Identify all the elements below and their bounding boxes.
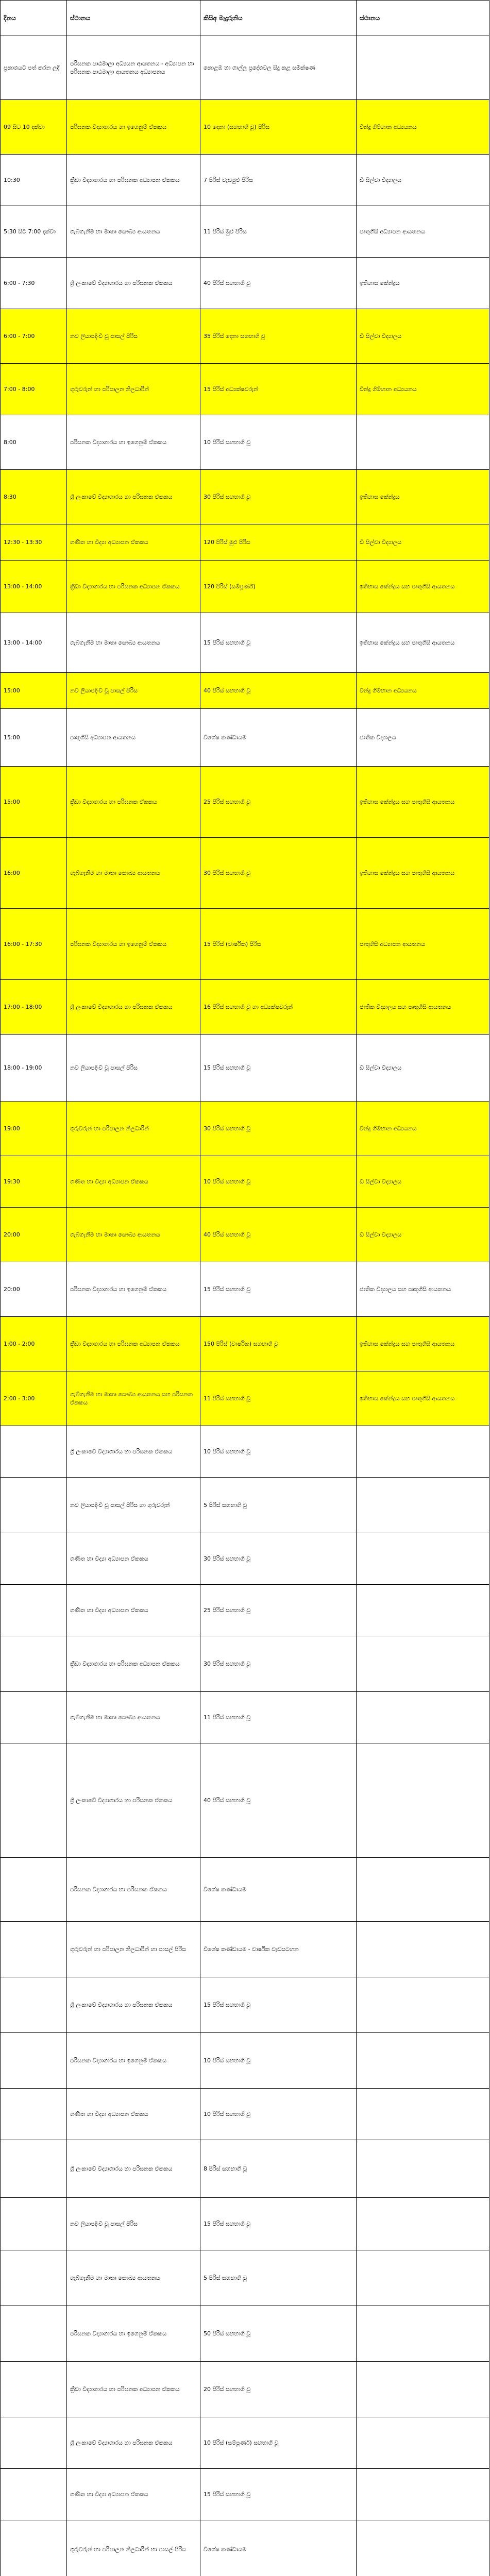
table-row xyxy=(1,1922,489,1977)
cell-venue xyxy=(357,415,489,470)
cell-team: 40 පිරිස් සහභාගි වූ xyxy=(200,1208,357,1262)
table-row xyxy=(1,2033,489,2089)
cell-place: ක්‍රීඩා විද්‍යාගාරය හා පරිඝනක ඒකකය xyxy=(67,767,200,838)
cell-venue: ජාතික විද්‍යාලය xyxy=(357,709,489,767)
cell-team: 11 පිරිස් මුළු පිරිස xyxy=(200,206,357,258)
table-row xyxy=(1,709,489,767)
cell-date xyxy=(1,2306,67,2362)
cell-date xyxy=(1,2198,67,2250)
cell-place: ශ්‍රී ලංකාවේ විද්‍යාගාරය හා පරිඝනක ඒකකය xyxy=(67,470,200,524)
table-row xyxy=(1,1426,489,1478)
cell-place: ගණිත හා විද්‍යා අධ්‍යාපන ඒකකය xyxy=(67,1533,200,1585)
cell-venue xyxy=(357,1977,489,2033)
cell-team: 15 පිරිස් සහභාගි වූ xyxy=(200,1262,357,1317)
cell-date: 13:00 - 14:00 xyxy=(1,561,67,613)
table-row xyxy=(1,309,489,364)
cell-venue xyxy=(357,2033,489,2089)
table-row xyxy=(1,2469,489,2520)
cell-team: 30 පිරිස් සහභාගි වූ xyxy=(200,1533,357,1585)
cell-date xyxy=(1,1585,67,1636)
table-row xyxy=(1,155,489,206)
table-row xyxy=(1,1977,489,2033)
cell-venue xyxy=(357,2250,489,2306)
header-date: දිනය xyxy=(1,1,67,36)
cell-venue: ඩී සිල්වා විද්‍යාලය xyxy=(357,1156,489,1208)
cell-date xyxy=(1,1692,67,1743)
cell-venue xyxy=(357,1426,489,1478)
cell-venue xyxy=(357,1922,489,1977)
cell-date xyxy=(1,2089,67,2140)
cell-place: ගුරුවරුන් හා පරිපාලන නිලධාරීන් හා පාසල් පිරිස xyxy=(67,1922,200,1977)
cell-team: 10 පිරිස් සහභාගි වූ xyxy=(200,1156,357,1208)
cell-place: ගණිත හා විද්‍යා අධ්‍යාපන ඒකකය xyxy=(67,2089,200,2140)
cell-date xyxy=(1,1858,67,1922)
cell-team: විශේෂ කණ්ඩායම xyxy=(200,709,357,767)
cell-place: ශ්‍රී ලංකාවේ විද්‍යාගාරය හා පරිඝනක ඒකකය xyxy=(67,1977,200,2033)
cell-place: පෘතුගීසි අධ්‍යාපන ආයතනය xyxy=(67,709,200,767)
cell-team: 40 පිරිස් සහභාගි වූ xyxy=(200,1743,357,1858)
cell-date: 15:00 xyxy=(1,767,67,838)
table-row xyxy=(1,1743,489,1858)
cell-place: ගුරුවරුන් හා පරිපාලන නිලධාරීන් xyxy=(67,1101,200,1156)
cell-date: 6:00 - 7:00 xyxy=(1,309,67,364)
cell-place: නව ලියාපදිංචි වූ පාසල් පිරිස xyxy=(67,673,200,709)
table-row xyxy=(1,258,489,309)
cell-place: ක්‍රීඩා විද්‍යාගාරය හා පරිඝනක අධ්‍යාපන ඒකකය xyxy=(67,1317,200,1371)
cell-venue xyxy=(357,2362,489,2417)
cell-place: ක්‍රීඩා විද්‍යාගාරය හා පරිඝනක අධ්‍යාපන ඒකකය xyxy=(67,561,200,613)
cell-venue: ඉතිහාස කේන්ද්‍රය සහ පෘතුගීසි ආයතනය xyxy=(357,767,489,838)
table-row xyxy=(1,2140,489,2198)
cell-place: ශ්‍රී ලංකාවේ විද්‍යාගාරය හා පරිඝනක ඒකකය xyxy=(67,1743,200,1858)
cell-venue: ඉතිහාස කේන්ද්‍රය xyxy=(357,258,489,309)
table-row xyxy=(1,767,489,838)
cell-venue: ඉතිහාස කේන්ද්‍රය සහ පෘතුගීසි ආයතනය xyxy=(357,838,489,909)
cell-date: 1:00 - 2:00 xyxy=(1,1317,67,1371)
cell-team: 10 පිරිස් සහභාගි වූ xyxy=(200,1426,357,1478)
table-row xyxy=(1,673,489,709)
cell-place: ගැබ්ගැනීම හා මාතෘ සෞඛ්‍ය ආයතනය xyxy=(67,1692,200,1743)
cell-venue: ඉතිහාස කේන්ද්‍රය සහ පෘතුගීසි ආයතනය xyxy=(357,613,489,673)
cell-place: ක්‍රීඩා විද්‍යාගාරය හා පරිඝනක අධ්‍යාපන ඒකකය xyxy=(67,155,200,206)
cell-team: 8 පිරිස් සහභාගි වූ xyxy=(200,2140,357,2198)
cell-place: ගුරුවරුන් හා පරිපාලන නිලධාරීන් හා පාසල් පිරිස xyxy=(67,2520,200,2576)
cell-venue xyxy=(357,2198,489,2250)
cell-venue: ඩී සිල්වා විද්‍යාලය xyxy=(357,309,489,364)
cell-date: 15:00 xyxy=(1,673,67,709)
cell-team: විශේෂ කණ්ඩායම xyxy=(200,2520,357,2576)
cell-team: 11 පිරිස් සහභාගි වූ xyxy=(200,1692,357,1743)
cell-place: ක්‍රීඩා විද්‍යාගාරය හා පරිඝනක අධ්‍යාපන ඒකකය xyxy=(67,2362,200,2417)
table-row xyxy=(1,2250,489,2306)
cell-date xyxy=(1,2250,67,2306)
table-row xyxy=(1,1262,489,1317)
cell-place: පරිඝනක පාඨමාලා අධ්‍යයන ආයතනය - අධ්‍යාපන හා පරිඝනක පාඨමාලා ආයතනය අධ්‍යාපනය xyxy=(67,36,200,100)
cell-place: ශ්‍රී ලංකාවේ විද්‍යාගාරය හා පරිඝනක ඒකකය xyxy=(67,980,200,1035)
cell-date xyxy=(1,2033,67,2089)
cell-venue: ඉතිහාස කේන්ද්‍රය සහ පෘතුගීසි ආයතනය xyxy=(357,561,489,613)
cell-place: ශ්‍රී ලංකාවේ විද්‍යාගාරය හා පරිඝනක ඒකකය xyxy=(67,258,200,309)
cell-place: ගැබ්ගැනීම හා මාතෘ සෞඛ්‍ය ආයතනය xyxy=(67,1208,200,1262)
cell-place: ශ්‍රී ලංකාවේ විද්‍යාගාරය හා පරිඝනක ඒකකය xyxy=(67,2140,200,2198)
cell-place: ගැබ්ගැනීම හා මාතෘ සෞඛ්‍ය ආයතනය xyxy=(67,206,200,258)
table-row xyxy=(1,1585,489,1636)
cell-date xyxy=(1,2140,67,2198)
cell-venue: ඉතිහාස කේන්ද්‍රය සහ පෘතුගීසි ආයතනය xyxy=(357,1371,489,1426)
table-row xyxy=(1,1858,489,1922)
table-row xyxy=(1,1692,489,1743)
table-row xyxy=(1,2520,489,2576)
cell-date: 8:30 xyxy=(1,470,67,524)
cell-venue xyxy=(357,2140,489,2198)
cell-venue xyxy=(357,1636,489,1692)
cell-date xyxy=(1,1743,67,1858)
table-row xyxy=(1,561,489,613)
table-row xyxy=(1,1478,489,1533)
cell-place: ගුරුවරුන් හා පරිපාලන නිලධාරීන් xyxy=(67,364,200,415)
cell-venue xyxy=(357,1743,489,1858)
cell-venue xyxy=(357,36,489,100)
cell-place: ගණිත හා විද්‍යා අධ්‍යාපන ඒකකය xyxy=(67,1585,200,1636)
table-row xyxy=(1,470,489,524)
cell-venue: ඉතිහාස කේන්ද්‍රය සහ පෘතුගීසි ආයතනය xyxy=(357,1317,489,1371)
cell-team: 15 පිරිස් සහභාගි වූ xyxy=(200,2469,357,2520)
cell-venue xyxy=(357,1533,489,1585)
cell-team: 30 පිරිස් සහභාගි වූ xyxy=(200,1101,357,1156)
cell-venue: වින්දු ගිම්හාන අධ්‍යයනය xyxy=(357,100,489,155)
cell-venue xyxy=(357,2417,489,2469)
table-row xyxy=(1,2417,489,2469)
table-row xyxy=(1,1035,489,1101)
header-row xyxy=(1,1,489,36)
cell-team: 40 පිරිස් සහභාගි වූ xyxy=(200,673,357,709)
table-row xyxy=(1,1636,489,1692)
cell-place: ශ්‍රී ලංකාවේ විද්‍යාගාරය හා පරිඝනක ඒකකය xyxy=(67,1426,200,1478)
cell-date xyxy=(1,1533,67,1585)
cell-team: විශේෂ කණ්ඩායම - වාර්ෂික වැඩසටහන xyxy=(200,1922,357,1977)
cell-venue: ඩී සිල්වා විද්‍යාලය xyxy=(357,1208,489,1262)
cell-date: 20:00 xyxy=(1,1208,67,1262)
cell-team: 150 පිරිස් (වාර්ෂික) සහභාගි වූ xyxy=(200,1317,357,1371)
cell-team: 30 පිරිස් සහභාගි වූ xyxy=(200,1636,357,1692)
cell-venue xyxy=(357,1585,489,1636)
cell-date: 09 සිට 10 දක්වා xyxy=(1,100,67,155)
cell-venue: ඩී සිල්වා විද්‍යාලය xyxy=(357,155,489,206)
cell-venue: ජාතික විද්‍යාලය සහ පෘතුගීසි ආයතනය xyxy=(357,1262,489,1317)
cell-place: නව ලියාපදිංචි වූ පාසල් පිරිස xyxy=(67,1035,200,1101)
cell-date: 18:00 - 19:00 xyxy=(1,1035,67,1101)
table-row xyxy=(1,1371,489,1426)
cell-team: 10 දෙනා (සහභාගි වූ) පිරිස xyxy=(200,100,357,155)
cell-team: 15 පිරිස් සහභාගි වූ xyxy=(200,1977,357,2033)
cell-team: 25 පිරිස් සහභාගි වූ xyxy=(200,1585,357,1636)
table-row xyxy=(1,838,489,909)
cell-team: 15 පිරිස් (වාර්ෂික) පිරිස xyxy=(200,909,357,980)
table-row xyxy=(1,2306,489,2362)
table-row xyxy=(1,206,489,258)
header-venue: ස්ථානය xyxy=(357,1,489,36)
table-row xyxy=(1,1156,489,1208)
header-place: ස්ථානය xyxy=(67,1,200,36)
cell-date: 12:30 - 13:30 xyxy=(1,524,67,561)
table-row xyxy=(1,1533,489,1585)
cell-date: 8:00 xyxy=(1,415,67,470)
cell-date xyxy=(1,2469,67,2520)
cell-venue xyxy=(357,2520,489,2576)
cell-team: 30 පිරිස් සහභාගි වූ xyxy=(200,838,357,909)
cell-date: 15:00 xyxy=(1,709,67,767)
cell-team: 25 පිරිස් සහභාගි වූ xyxy=(200,767,357,838)
cell-place: පරිඝනක විද්‍යාගාරය හා ඉගෙනුම් ඒකකය xyxy=(67,100,200,155)
cell-place: පරිඝනක විද්‍යාගාරය හා ඉගෙනුම් ඒකකය xyxy=(67,1262,200,1317)
cell-date xyxy=(1,1977,67,2033)
cell-date: 16:00 xyxy=(1,838,67,909)
cell-place: ගැබ්ගැනීම හා මාතෘ සෞඛ්‍ය ආයතනය xyxy=(67,838,200,909)
cell-place: ශ්‍රී ලංකාවේ විද්‍යාගාරය හා පරිඝනක ඒකකය xyxy=(67,2417,200,2469)
cell-team: 7 පිරිස් වැඩමුළු පිරිස xyxy=(200,155,357,206)
table-row xyxy=(1,2089,489,2140)
cell-date: 10:30 xyxy=(1,155,67,206)
cell-place: ගණිත හා විද්‍යා අධ්‍යාපන ඒකකය xyxy=(67,2469,200,2520)
cell-place: නව ලියාපදිංචි වූ පාසල් පිරිස xyxy=(67,309,200,364)
cell-place: ගැබ්ගැනීම හා මාතෘ සෞඛ්‍ය ආයතනය xyxy=(67,2250,200,2306)
cell-place: ක්‍රීඩා විද්‍යාගාරය හා පරිඝනක අධ්‍යාපන ඒකකය xyxy=(67,1636,200,1692)
cell-team: 20 පිරිස් සහභාගි වූ xyxy=(200,2362,357,2417)
cell-date: 2:00 - 3:00 xyxy=(1,1371,67,1426)
cell-place: නව ලියාපදිංචි වූ පාසල් පිරිස xyxy=(67,2198,200,2250)
table-row xyxy=(1,364,489,415)
cell-place: ගණිත හා විද්‍යා අධ්‍යාපන ඒකකය xyxy=(67,1156,200,1208)
cell-date: 20:00 xyxy=(1,1262,67,1317)
cell-team: 50 පිරිස් සහභාගි වූ xyxy=(200,2306,357,2362)
cell-date: 13:00 - 14:00 xyxy=(1,613,67,673)
cell-venue: ඩී සිල්වා විද්‍යාලය xyxy=(357,524,489,561)
cell-date: 17:00 - 18:00 xyxy=(1,980,67,1035)
cell-date xyxy=(1,1478,67,1533)
cell-team: කොළඹ හා ගාල්ල ප්‍රදේශවල සිදු කළ සමීක්ෂණ xyxy=(200,36,357,100)
header-team: කිසිඅ මැදුරුනිය xyxy=(200,1,357,36)
table-body xyxy=(1,36,489,2576)
cell-venue xyxy=(357,2469,489,2520)
table-row xyxy=(1,613,489,673)
cell-team: 15 පිරිස් සහභාගි වූ xyxy=(200,2198,357,2250)
cell-date xyxy=(1,1426,67,1478)
cell-venue xyxy=(357,2306,489,2362)
cell-place: පරිඝනක විද්‍යාගාරය හා ඉගෙනුම් ඒකකය xyxy=(67,909,200,980)
table-row xyxy=(1,415,489,470)
cell-team: 120 පිරිස් මුළු පිරිස xyxy=(200,524,357,561)
cell-team: විශේෂ කණ්ඩායම xyxy=(200,1858,357,1922)
cell-place: ගැබ්ගැනීම හා මාතෘ සෞඛ්‍ය ආයතනය සහ පරිඝනක ඒකකය xyxy=(67,1371,200,1426)
cell-place: ගැබ්ගැනීම හා මාතෘ සෞඛ්‍ය ආයතනය xyxy=(67,613,200,673)
cell-venue xyxy=(357,1478,489,1533)
table-row xyxy=(1,909,489,980)
cell-team: 11 පිරිස් සහභාගි වූ xyxy=(200,1371,357,1426)
table-row xyxy=(1,36,489,100)
cell-date: 16:00 - 17:30 xyxy=(1,909,67,980)
cell-date: ප්‍රකාශයට පත් කරන ලදි xyxy=(1,36,67,100)
cell-venue xyxy=(357,1858,489,1922)
cell-team: 35 පිරිස් දෙනා සහභාගි වූ xyxy=(200,309,357,364)
cell-venue: ඉතිහාස කේන්ද්‍රය xyxy=(357,470,489,524)
cell-place: ගණිත හා විද්‍යා අධ්‍යාපන ඒකකය xyxy=(67,524,200,561)
cell-team: 10 පිරිස් සහභාගි වූ xyxy=(200,415,357,470)
cell-date xyxy=(1,2520,67,2576)
cell-place: පරිඝනක විද්‍යාගාරය හා ඉගෙනුම් ඒකකය xyxy=(67,2033,200,2089)
cell-venue: ජාතික විද්‍යාලය සහ පෘතුගීසි ආයතනය xyxy=(357,980,489,1035)
table-row xyxy=(1,524,489,561)
cell-place: පරිඝනක විද්‍යාගාරය හා ඉගෙනුම් ඒකකය xyxy=(67,2306,200,2362)
table-row xyxy=(1,2198,489,2250)
cell-venue: පෘතුගීසි අධ්‍යාපන ආයතනය xyxy=(357,909,489,980)
cell-venue xyxy=(357,2089,489,2140)
cell-team: 30 පිරිස් සහභාගි වූ xyxy=(200,470,357,524)
cell-team: 15 පිරිස් සහභාගි වූ xyxy=(200,1035,357,1101)
cell-team: 40 පිරිස් සහභාගි වූ xyxy=(200,258,357,309)
cell-team: 15 පිරිස් සහභාගි වූ xyxy=(200,613,357,673)
cell-date: 19:30 xyxy=(1,1156,67,1208)
cell-team: 16 පිරිස් සහභාගි වූ හා අධ්‍යක්ෂවරුන් xyxy=(200,980,357,1035)
cell-place: නව ලියාපදිංචි වූ පාසල් පිරිස හා ගුරුවරුන් xyxy=(67,1478,200,1533)
cell-venue: වින්දු ගිම්හාන අධ්‍යයනය xyxy=(357,1101,489,1156)
table-row xyxy=(1,1101,489,1156)
cell-team: 5 පිරිස් සහභාගි වූ xyxy=(200,2250,357,2306)
table-row xyxy=(1,980,489,1035)
cell-date xyxy=(1,1636,67,1692)
cell-place: පරිඝනක විද්‍යාගාරය හා ඉගෙනුම් ඒකකය xyxy=(67,415,200,470)
cell-date xyxy=(1,1922,67,1977)
table-row xyxy=(1,1317,489,1371)
table-row xyxy=(1,2362,489,2417)
cell-date xyxy=(1,2362,67,2417)
cell-team: 15 පිරිස් අධ්‍යක්ෂවරුන් xyxy=(200,364,357,415)
cell-team: 5 පිරිස් සහභාගි වූ xyxy=(200,1478,357,1533)
cell-team: 10 පිරිස් සහභාගි වූ xyxy=(200,2033,357,2089)
cell-date: 19:00 xyxy=(1,1101,67,1156)
cell-team: 10 පිරිස් සහභාගි වූ xyxy=(200,2089,357,2140)
cell-date: 6:00 - 7:30 xyxy=(1,258,67,309)
cell-place: පරිඝනක විද්‍යාගාරය හා පරිඝනක ඒකකය xyxy=(67,1858,200,1922)
table-row xyxy=(1,100,489,155)
cell-venue: පෘතුගීසි අධ්‍යාපන ආයතනය xyxy=(357,206,489,258)
cell-date: 5:30 සිට 7:00 දක්වා xyxy=(1,206,67,258)
cell-date xyxy=(1,2417,67,2469)
cell-venue: වින්දු ගිම්හාන අධ්‍යයනය xyxy=(357,673,489,709)
cell-venue: වින්දු ගිම්හාන අධ්‍යයනය xyxy=(357,364,489,415)
cell-team: 10 පිරිස් (සම්පූර්ණ) සහභාගි වූ xyxy=(200,2417,357,2469)
table-row xyxy=(1,1208,489,1262)
cell-date: 7:00 - 8:00 xyxy=(1,364,67,415)
cell-venue: ඩී සිල්වා විද්‍යාලය xyxy=(357,1035,489,1101)
cell-team: 120 පිරිස් (සම්පූර්ණ) xyxy=(200,561,357,613)
cell-venue xyxy=(357,1692,489,1743)
